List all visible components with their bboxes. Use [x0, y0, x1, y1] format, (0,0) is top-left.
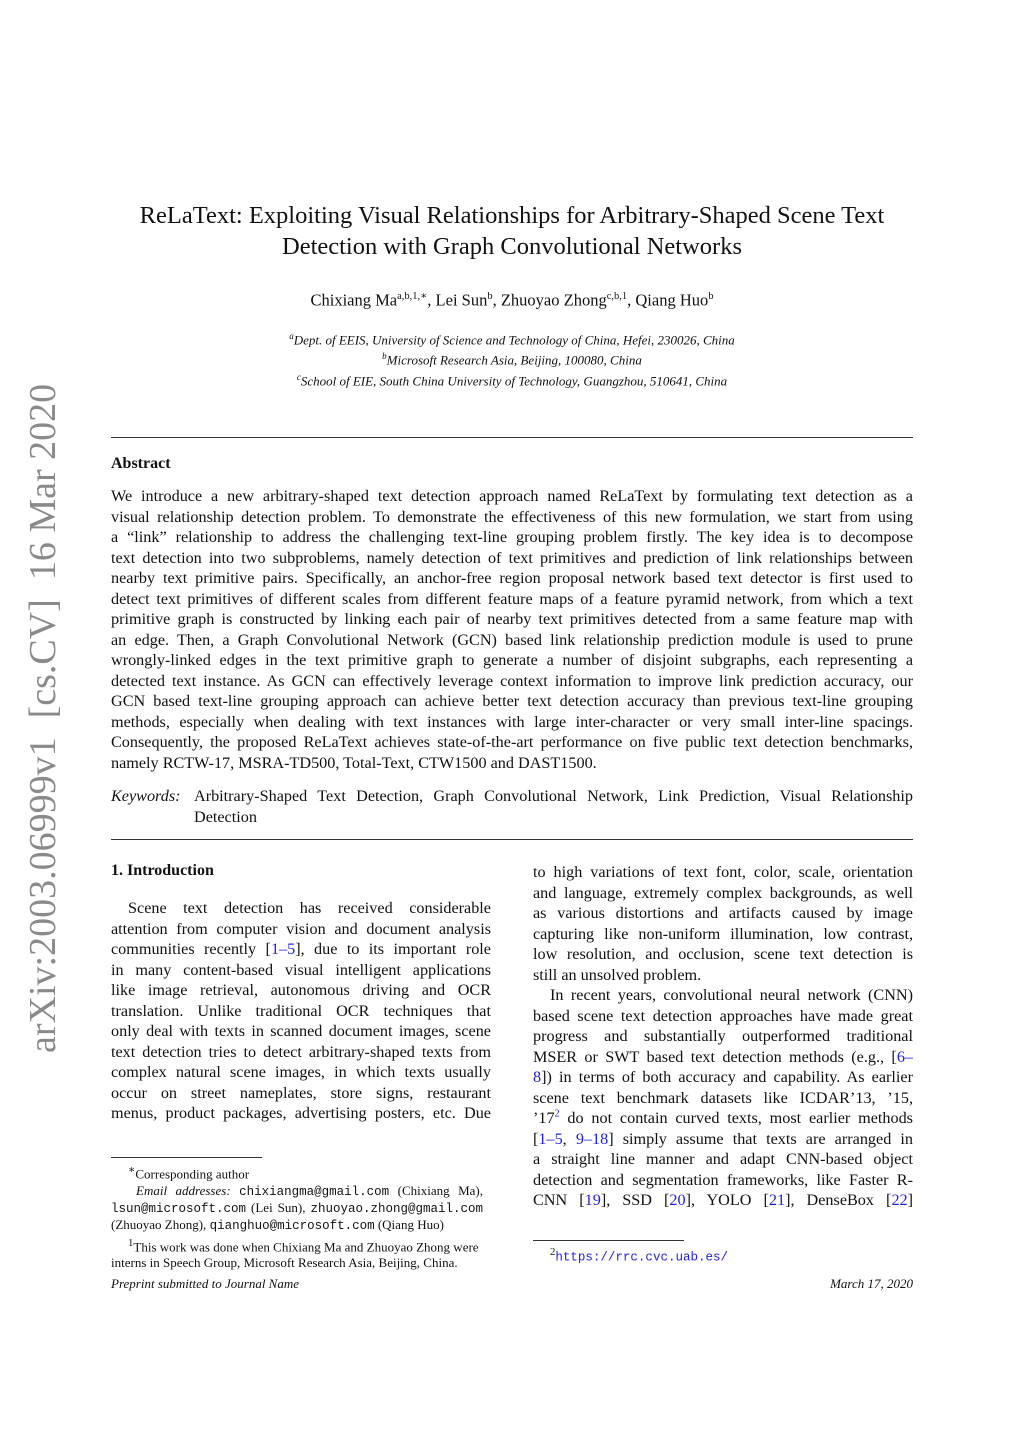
text-line — [111, 1062, 491, 1083]
citation-link[interactable]: 9–18 — [575, 1129, 609, 1148]
text-line — [111, 980, 491, 1001]
affiliations — [60, 328, 964, 389]
text-run: Detection — [194, 807, 257, 826]
text-line — [533, 965, 913, 986]
text-run: detection and segmentation frameworks, like Faster R- — [533, 1170, 913, 1189]
text-run: in many content-based visual intelligent applications — [111, 960, 491, 979]
footnote-mark: ∗ — [128, 1164, 136, 1176]
text-run: as various distortions and artifacts caused by image — [533, 904, 913, 922]
section-heading: 1. Introduction — [111, 862, 214, 879]
citation-link[interactable]: 8 — [533, 1068, 542, 1086]
text-run: CNN [ — [533, 1191, 585, 1209]
text-line — [111, 1103, 491, 1124]
affiliation-text: Microsoft Research Asia, Beijing, 100080, China — [386, 352, 642, 368]
author: Qiang Huo — [635, 290, 709, 310]
author-sup: b — [708, 291, 714, 302]
text-run: Scene text detection has received considerable — [128, 899, 491, 917]
text-run: ], due to its important role — [295, 940, 491, 958]
paper-title — [60, 200, 964, 262]
footnotes — [111, 1162, 483, 1271]
footer-date: March 17, 2020 — [830, 1276, 913, 1291]
text-run: a straight line manner and adapt CNN-based object — [533, 1150, 913, 1168]
text-line — [111, 650, 913, 671]
text-run: ] — [907, 1191, 914, 1209]
text-line — [111, 1001, 491, 1022]
text-run: ], DenseBox [ — [785, 1191, 892, 1209]
text-line — [533, 1088, 913, 1109]
text-run: ], YOLO [ — [685, 1191, 769, 1209]
text-line — [111, 898, 491, 919]
email-owner: (Chixiang Ma), — [397, 1182, 483, 1198]
text-run: attention from computer vision and document analysis — [111, 919, 491, 938]
text-run: based scene text detection approaches have made great — [533, 1006, 913, 1025]
text-line — [111, 960, 491, 981]
text-run: detect text primitives of different scales from different feature maps of a feature pyramid network, from which a text — [111, 589, 913, 608]
text-run: text detection into two subproblems, namely detection of text primitives and prediction of link relationships between — [111, 548, 913, 567]
text-run: communities recently [ — [111, 940, 271, 958]
text-line — [111, 568, 913, 589]
text-run: translation. Unlike traditional OCR techniques that — [111, 1001, 491, 1020]
text-run: In recent years, convolutional neural network (CNN) — [550, 986, 913, 1004]
keywords — [111, 786, 913, 827]
text-run: scene text benchmark datasets like ICDAR’13, ’15, — [533, 1088, 913, 1107]
footnote-mark: 2 — [550, 1246, 556, 1258]
text-run: progress and substantially outperformed traditional — [533, 1027, 913, 1045]
citation-link[interactable]: 1–5 — [270, 940, 296, 958]
email-owner: (Qiang Huo) — [377, 1217, 444, 1233]
text-run: namely RCTW-17, MSRA-TD500, Total-Text, CTW1500 and DAST1500. — [111, 753, 597, 772]
text-run: still an unsolved problem. — [533, 965, 702, 984]
text-run: a “link” relationship to address the challenging text-line grouping problem firstly. The key idea is to decompose — [111, 528, 913, 546]
author-list: Chixiang $Ma^{a,b,1,∗}$, Lei Sun$^b$, Zhuoyao Zhong$^{c,b,1}$, Qiang Huo$^b$ — [310, 290, 714, 310]
email-link[interactable]: lsun@microsoft.com — [111, 1201, 247, 1216]
text-line — [533, 1108, 913, 1129]
text-run: do not contain curved texts, most earlier methods — [559, 1109, 913, 1127]
text-run: complex natural scene images, in which texts usually — [111, 1063, 491, 1081]
text-line — [111, 691, 913, 712]
text-line — [533, 1026, 913, 1047]
text-run: wrongly-linked edges in the text primitive graph to generate a number of disjoint subgraphs, each representing a — [111, 651, 913, 669]
text-line — [111, 712, 913, 733]
author: Lei Sun — [435, 290, 488, 310]
affiliation — [60, 369, 964, 389]
text-run: occur on street nameplates, store signs, restaurant — [111, 1083, 491, 1102]
url-link[interactable]: https://rrc.cvc.uab.es/ — [555, 1250, 728, 1265]
citation-link[interactable]: 21 — [768, 1191, 786, 1209]
text-run: ], SSD [ — [600, 1191, 670, 1209]
text-run: Arbitrary-Shaped Text Detection, Graph Convolutional Network, Link Prediction, Visual Relationship — [194, 787, 913, 805]
author: Chixiang Ma — [310, 290, 398, 310]
text-line — [111, 548, 913, 569]
text-line — [533, 903, 913, 924]
text-run: ]) in terms of both accuracy and capability. As earlier — [541, 1068, 913, 1086]
keywords-body — [194, 786, 913, 827]
author-sup: a,b,1,∗ — [397, 291, 428, 302]
text-line — [533, 883, 913, 904]
author-sup: c,b,1 — [606, 291, 628, 302]
text-line — [111, 630, 913, 651]
footnote-ref[interactable]: 2 — [554, 1108, 560, 1120]
email-link[interactable]: qianghuo@microsoft.com — [209, 1219, 375, 1234]
text-line — [111, 753, 913, 774]
text-run: ] simply assume that texts are arranged in — [608, 1129, 913, 1148]
text-line — [533, 985, 913, 1006]
text-line — [111, 939, 491, 960]
divider — [111, 437, 913, 438]
arxiv-stamp: arXiv:2003.06999v1 [cs.CV] 16 Mar 2020 — [22, 383, 64, 1053]
footnote-emails — [111, 1183, 483, 1235]
text-line — [111, 486, 913, 507]
text-run: and language, extremely complex backgrounds, as well — [533, 883, 913, 902]
text-line — [533, 1047, 913, 1068]
text-line — [111, 919, 491, 940]
abstract-heading: Abstract — [111, 455, 171, 472]
text-line — [111, 1083, 491, 1104]
author-sup: b — [487, 291, 493, 302]
abstract-body — [111, 486, 913, 773]
text-run: We introduce a new arbitrary-shaped text detection approach named ReLaText by formulating text detection as a — [111, 487, 913, 505]
text-run: menus, product packages, advertising posters, etc. Due — [111, 1104, 491, 1122]
text-line — [533, 862, 913, 883]
affiliation-text: School of EIE, South China University of Technology, Guangzhou, 510641, China — [300, 372, 728, 388]
footnote-text: This work was done when Chixiang Ma and Zhuoyao Zhong were — [133, 1238, 479, 1254]
text-run: visual relationship detection problem. To demonstrate the effectiveness of this new formulation, we start from using — [111, 507, 913, 526]
text-line — [533, 1149, 913, 1170]
footnote-1-cont: interns in Speech Group, Microsoft Research Asia, Beijing, China. — [111, 1255, 458, 1271]
text-line — [533, 1129, 913, 1150]
email-link[interactable]: chixiangma@gmail.com — [239, 1184, 390, 1199]
title-line: ReLaText: Exploiting Visual Relationships for Arbitrary-Shaped Scene Text — [139, 202, 885, 229]
text-line — [533, 924, 913, 945]
text-run: Consequently, the proposed ReLaText achieves state-of-the-art performance on five public text detection benchmarks, — [111, 733, 913, 751]
text-run: like image retrieval, autonomous driving and OCR — [111, 981, 491, 999]
affiliation — [60, 328, 964, 348]
text-run: , — [562, 1129, 576, 1148]
footer-left: Preprint submitted to Journal Name — [111, 1276, 300, 1291]
text-run: nearby text primitive pairs. Specifically, an anchor-free region proposal network based text detector is first used to — [111, 569, 913, 587]
text-line — [111, 527, 913, 548]
citation-link[interactable]: 1–5 — [538, 1129, 563, 1148]
email-owner: (Zhuoyao Zhong), — [111, 1217, 207, 1233]
affiliation-text: Dept. of EEIS, University of Science and Technology of China, Hefei, 230026, China — [293, 332, 735, 348]
author: Zhuoyao Zhong — [500, 290, 607, 310]
text-line — [111, 1021, 491, 1042]
footnote-1 — [111, 1235, 483, 1256]
text-run: MSER or SWT based text detection methods (e.g., [ — [533, 1047, 897, 1066]
text-line — [194, 786, 913, 807]
text-run: [ — [533, 1129, 539, 1148]
text-run: capturing like non-uniform illumination, low contrast, — [533, 924, 913, 943]
text-run: an edge. Then, a Graph Convolutional Network (GCN) based link relationship prediction module is used to prune — [111, 630, 913, 649]
text-run: low resolution, and occlusion, scene text detection is — [533, 945, 913, 963]
affiliation-sup: c — [296, 371, 301, 382]
text-line — [533, 944, 913, 965]
affiliation — [60, 348, 964, 368]
keywords-label: Keywords: — [111, 787, 181, 805]
text-line — [533, 1067, 913, 1088]
citation-link[interactable]: 20 — [669, 1191, 686, 1209]
text-run: primitive graph is constructed by linking each pair of nearby text primitives detected from a same feature map with — [111, 610, 913, 628]
citation-link[interactable]: 19 — [584, 1191, 601, 1209]
text-run: only deal with texts in scanned document images, scene — [111, 1022, 491, 1040]
text-line — [111, 589, 913, 610]
text-run: GCN based text-line grouping approach can achieve better text detection accuracy than previous text-line grouping — [111, 692, 913, 710]
affiliation-sup: a — [289, 331, 294, 341]
text-line — [533, 1190, 913, 1211]
text-run: detected text instance. As GCN can effectively leverage context information to improve link prediction accuracy, our — [111, 671, 913, 690]
email-label: Email addresses: — [136, 1182, 231, 1198]
text-line — [533, 1006, 913, 1027]
text-line — [111, 1042, 491, 1063]
citation-link[interactable]: 6– — [896, 1047, 913, 1066]
text-run: methods, especially when dealing with text instances with large inter-character or very small inter-line spacings. — [111, 712, 913, 731]
footnote-rule — [111, 1157, 262, 1158]
text-line — [194, 807, 913, 828]
text-line — [111, 507, 913, 528]
text-line — [111, 609, 913, 630]
text-line — [533, 1170, 913, 1191]
footnote-2 — [550, 1244, 728, 1266]
affiliation-sup: b — [382, 351, 387, 362]
text-run: ’17 — [533, 1109, 555, 1127]
footnote-mark: 1 — [128, 1236, 134, 1249]
title-line: Detection with Graph Convolutional Networks — [282, 233, 742, 260]
footnote-corresponding — [111, 1162, 483, 1183]
text-run: text detection tries to detect arbitrary-shaped texts from — [111, 1042, 491, 1061]
footnote-rule — [533, 1240, 684, 1241]
citation-link[interactable]: 22 — [891, 1191, 908, 1209]
intro-right-column — [533, 862, 913, 1211]
email-owner: (Lei Sun), — [251, 1199, 306, 1215]
text-run: to high variations of text font, color, scale, orientation — [533, 863, 913, 881]
text-line — [111, 671, 913, 692]
text-line — [111, 732, 913, 753]
intro-left-column — [111, 898, 491, 1124]
email-link[interactable]: zhuoyao.zhong@gmail.com — [310, 1201, 484, 1216]
divider — [111, 839, 913, 840]
footnote-text: Corresponding author — [135, 1166, 250, 1182]
